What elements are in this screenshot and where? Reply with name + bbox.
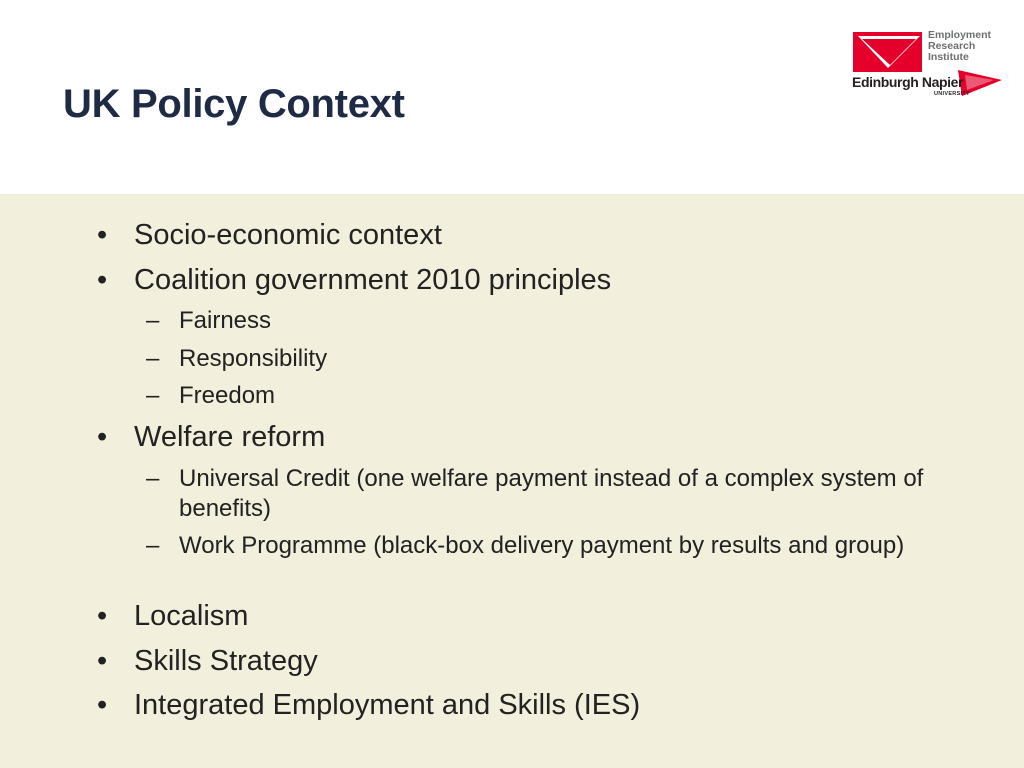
dash-marker: – (146, 532, 160, 559)
dash-marker: – (146, 307, 160, 334)
list-item-text: Responsibility (179, 345, 328, 372)
bullet-marker: • (97, 264, 108, 296)
institute-line: Employment (928, 29, 992, 41)
slide-content (0, 194, 1024, 768)
university-name: Edinburgh Napier (852, 74, 964, 90)
list-item (146, 464, 966, 524)
list-item (97, 264, 611, 296)
list-item-text: Work Programme (black-box delivery payment by results and group) (179, 532, 905, 559)
university-logo (850, 28, 1010, 104)
list-item-text: Coalition government 2010 principles (134, 264, 612, 296)
list-item (146, 381, 966, 411)
slide-header (0, 0, 1024, 194)
bullet-marker: • (97, 600, 108, 632)
bullet-marker: • (97, 689, 108, 721)
university-subtitle: UNIVERSITY (934, 91, 971, 97)
list-item (146, 531, 966, 561)
dash-marker: – (146, 345, 160, 372)
bullet-marker: • (97, 421, 108, 453)
list-item (97, 421, 325, 453)
list-item (97, 219, 442, 251)
list-item (97, 645, 318, 677)
list-item-text: Fairness (179, 307, 272, 334)
list-item-text: Welfare reform (134, 421, 326, 453)
list-item-text: Freedom (179, 382, 276, 409)
bullet-marker: • (97, 219, 108, 251)
slide-title: UK Policy Context (63, 82, 405, 126)
list-item (146, 344, 966, 374)
list-item-text: Socio-economic context (134, 219, 442, 251)
dash-marker: – (146, 465, 160, 492)
institute-line: Research (928, 40, 976, 52)
list-item-text: Integrated Employment and Skills (IES) (134, 689, 641, 721)
list-item-text: Universal Credit (one welfare payment instead of a complex system of benefits) (179, 465, 924, 522)
list-item-text: Localism (134, 600, 249, 632)
list-item (146, 306, 966, 336)
dash-marker: – (146, 382, 160, 409)
list-item (97, 600, 248, 632)
list-item-text: Skills Strategy (134, 645, 318, 677)
bullet-marker: • (97, 645, 108, 677)
institute-line: Institute (928, 51, 969, 63)
list-item (97, 689, 640, 721)
institute-name (928, 30, 1008, 63)
